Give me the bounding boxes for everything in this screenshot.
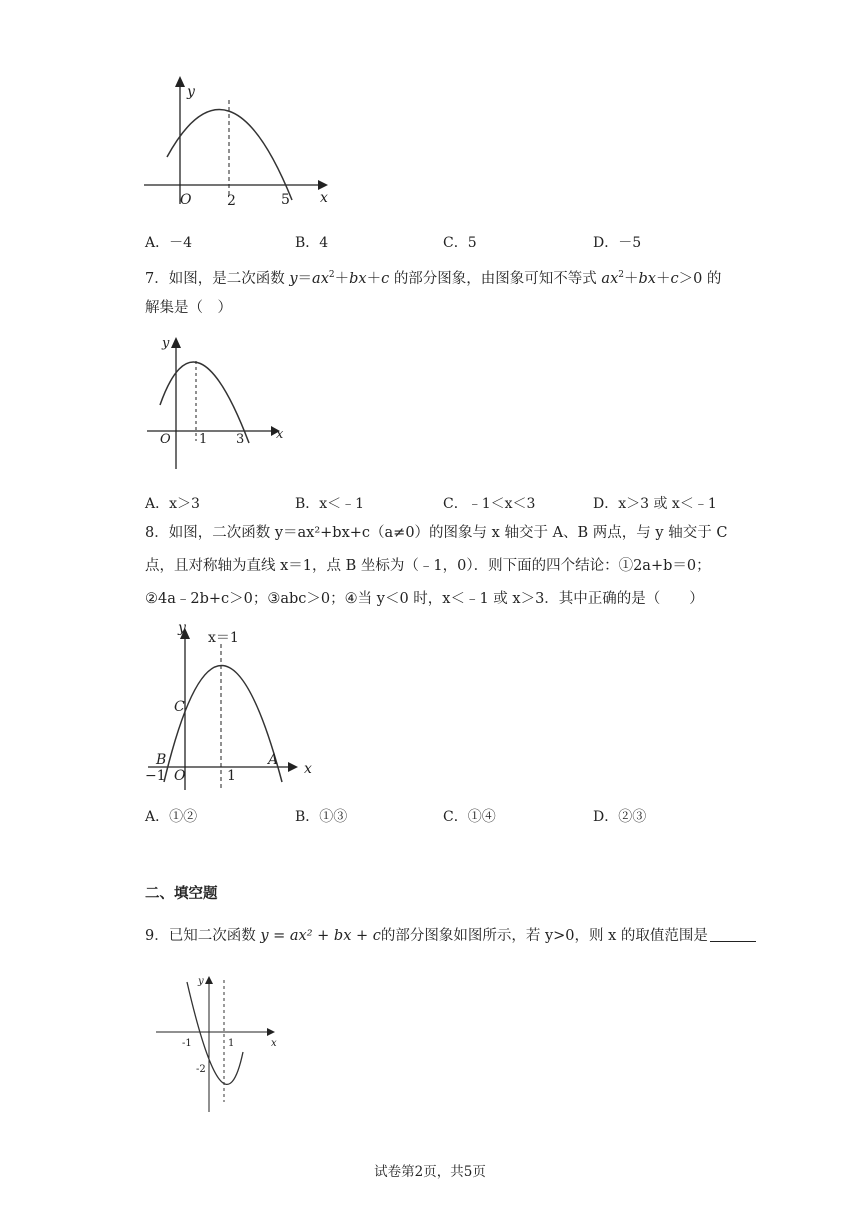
y-axis-label: y: [198, 976, 204, 987]
q6-option-d: D．－5: [593, 235, 642, 251]
q7-option-c: C．﹣1＜x＜3: [443, 496, 536, 512]
q6-option-b: B．4: [295, 235, 329, 251]
point-a-label: A: [268, 752, 279, 768]
x-axis-label: x: [320, 190, 328, 206]
q9-text: 9．已知二次函数 y = ax² + bx + c的部分图象如图所示，若 y>0，则 x 的取值范围是: [145, 920, 735, 953]
q7-option-d: D．x＞3 或 x＜﹣1: [593, 496, 717, 512]
y-axis-label: y: [162, 336, 170, 351]
q7-text-line2: 解集是（ ）: [145, 300, 232, 316]
x-axis-label: x: [271, 1038, 277, 1049]
section-heading-fill-in-blank: 二、填空题: [145, 886, 218, 902]
tick-label-neg1: -1: [182, 1038, 192, 1049]
tick-label-2: 2: [227, 193, 236, 209]
q8-text-line1: 8．如图，二次函数 y＝ax²+bx+c（a≠0）的图象与 x 轴交于 A、B 两点，与 y 轴交于 C: [145, 525, 728, 541]
q6-parabola-figure: [140, 70, 340, 210]
parabola-curve: [164, 666, 282, 783]
y-axis-label: y: [178, 620, 186, 636]
q8-text-line3: ②4a﹣2b+c＞0；③abc＞0；④当 y＜0 时，x＜﹣1 或 x＞3．其中正确的是（ ）: [145, 591, 704, 607]
q8-option-d: D．②③: [593, 809, 647, 825]
q6-option-a: A．－4: [145, 235, 193, 251]
tick-label-1: 1: [227, 768, 236, 784]
q7-parabola-figure: [145, 333, 295, 473]
tick-label-1: 1: [228, 1038, 235, 1049]
q9-formula: y = ax² + bx + c: [260, 928, 381, 944]
y-axis-arrow-icon: [175, 76, 185, 87]
tick-label-3: 3: [236, 432, 245, 447]
origin-label: O: [174, 768, 186, 784]
x-axis-label: x: [276, 427, 284, 442]
q8-option-c: C．①④: [443, 809, 496, 825]
point-c-label: C: [174, 699, 185, 715]
point-b-label: B: [156, 752, 167, 768]
q9-parabola-figure: [150, 970, 290, 1115]
page-footer: 试卷第2页，共5页: [374, 1164, 486, 1180]
tick-label-neg1: −1: [145, 768, 166, 784]
answer-blank[interactable]: [710, 927, 756, 942]
q8-option-a: A．①②: [145, 809, 198, 825]
x-axis-arrow-icon: [288, 762, 298, 772]
x-axis-label: x: [304, 761, 312, 777]
y-axis-arrow-icon: [205, 976, 213, 984]
x-axis-arrow-icon: [318, 180, 328, 190]
tick-label-neg2: -2: [196, 1064, 206, 1075]
y-axis-label: y: [187, 84, 195, 100]
origin-label: O: [180, 192, 192, 208]
q8-option-b: B．①③: [295, 809, 348, 825]
symmetry-line-label: x＝1: [208, 630, 239, 646]
q6-option-c: C．5: [443, 235, 477, 251]
tick-label-5: 5: [281, 192, 290, 208]
q7-option-a: A．x＞3: [145, 496, 200, 512]
origin-label: O: [160, 432, 171, 447]
q8-text-line2: 点，且对称轴为直线 x＝1，点 B 坐标为（﹣1，0）．则下面的四个结论：①2a+b＝0；: [145, 558, 711, 574]
q8-parabola-figure: [140, 620, 330, 795]
tick-label-1: 1: [199, 432, 208, 447]
x-axis-arrow-icon: [267, 1028, 275, 1036]
q7-text-line1: 7．如图，是二次函数 $y=ax^2+bx+c$ 的部分图象，由图象可知不等式 $ax^2+bx+c>0$ 的: [145, 270, 722, 287]
q7-option-b: B．x＜﹣1: [295, 496, 365, 512]
y-axis-arrow-icon: [171, 337, 181, 348]
